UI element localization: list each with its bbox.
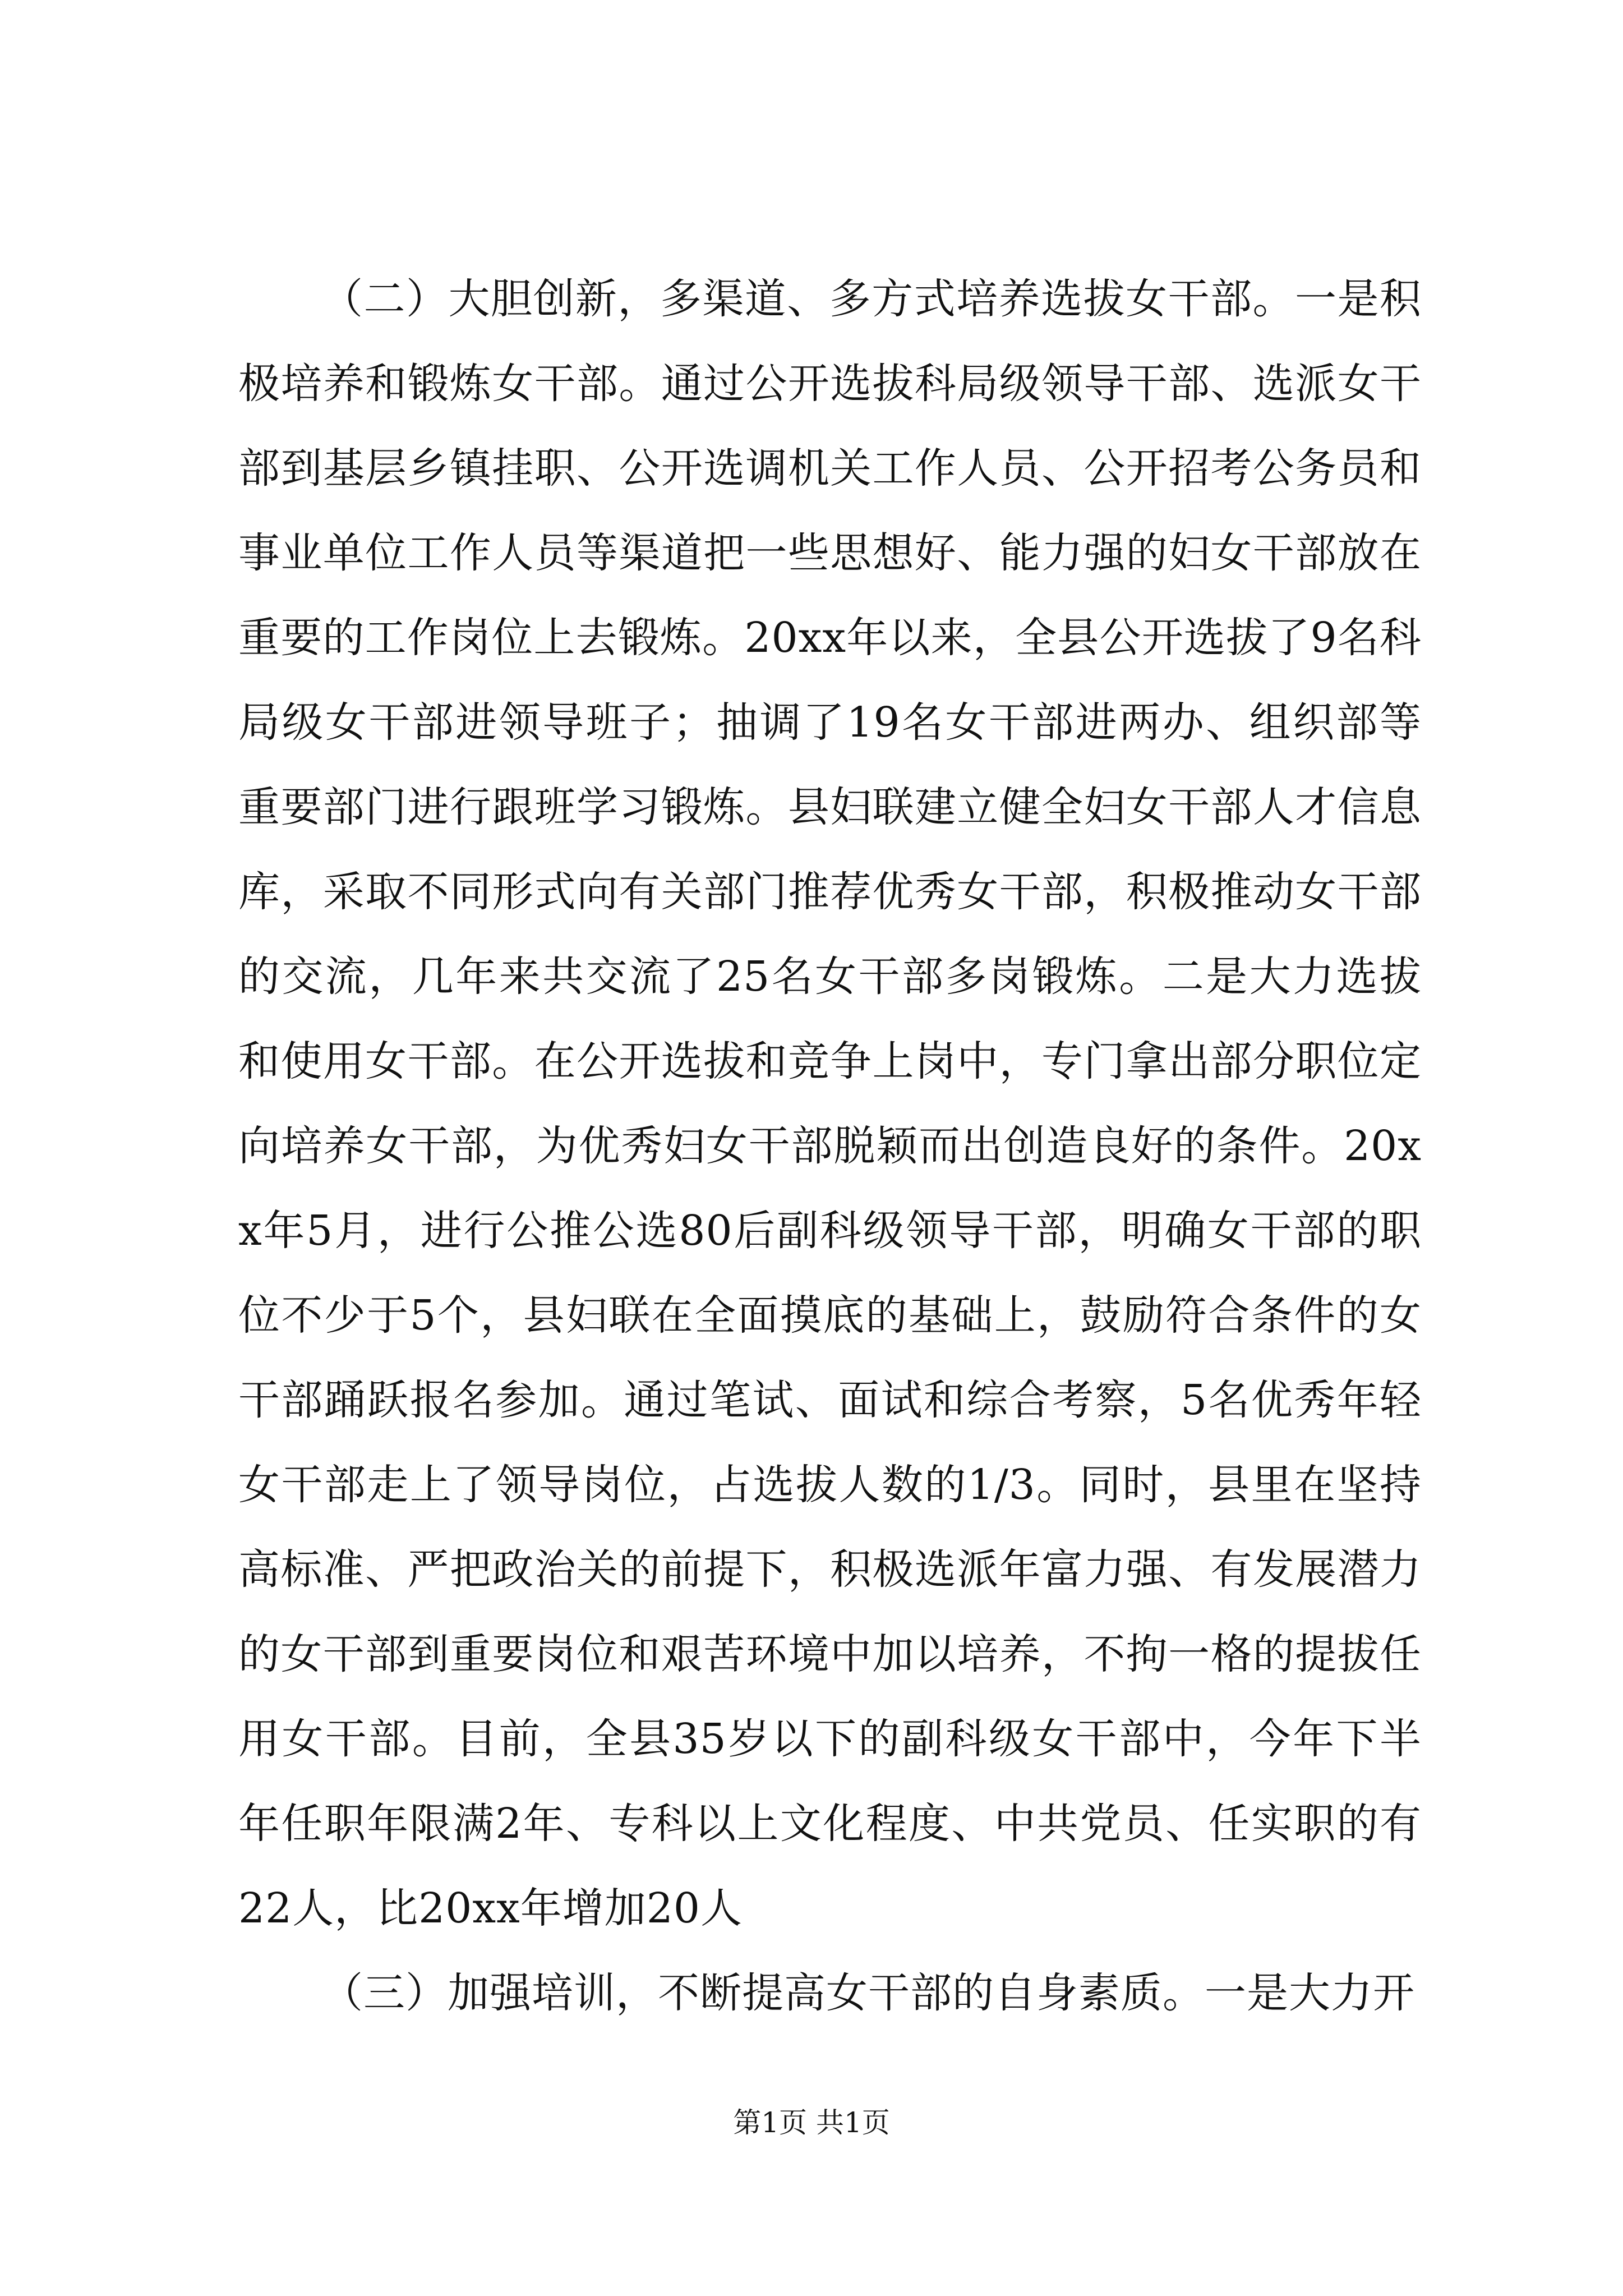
document-body [238, 257, 1422, 2036]
paragraph-section-three: （三）加强培训，不断提高女干部的自身素质。一是大力开 [321, 1969, 1415, 2017]
paragraph-section-two: （二）大胆创新，多渠道、多方式培养选拔女干部。一是积极培养和锻炼女干部。通过公开选拔科局级领导干部、选派女干部到基层乡镇挂职、公开选调机关工作人员、公开招考公务员和事业单位工作人员等渠道把一些思想好、能力强的妇女干部放在重要的工作岗位上去锻炼。20xx年以来，全县公开选拔了9名科局级女干部进领导班子；抽调了19名女干部进两办、组织部等重要部门进行跟班学习锻炼。县妇联建立健全妇女干部人才信息库，采取不同形式向有关部门推荐优秀女干部，积极推动女干部的交流，几年来共交流了25名女干部多岗锻炼。二是大力选拔和使用女干部。在公开选拔和竞争上岗中，专门拿出部分职位定向培养女干部，为优秀妇女干部脱颖而出创造良好的条件。20xx年5月，进行公推公选80后副科级领导干部，明确女干部的职位不少于5个，县妇联在全面摸底的基础上，鼓励符合条件的女干部踊跃报名参加。通过笔试、面试和综合考察，5名优秀年轻女干部走上了领导岗位，占选拔人数的1/3。同时，县里在坚持高标准、严把政治关的前提下，积极选派年富力强、有发展潜力的女干部到重要岗位和艰苦环境中加以培养，不拘一格的提拔任用女干部。目前，全县35岁以下的副科级女干部中，今年下半年任职年限满2年、专科以上文化程度、中共党员、任实职的有22人，比20xx年增加20人 [238, 275, 1422, 1932]
page-number-footer: 第1页 共1页 [733, 2106, 890, 2139]
